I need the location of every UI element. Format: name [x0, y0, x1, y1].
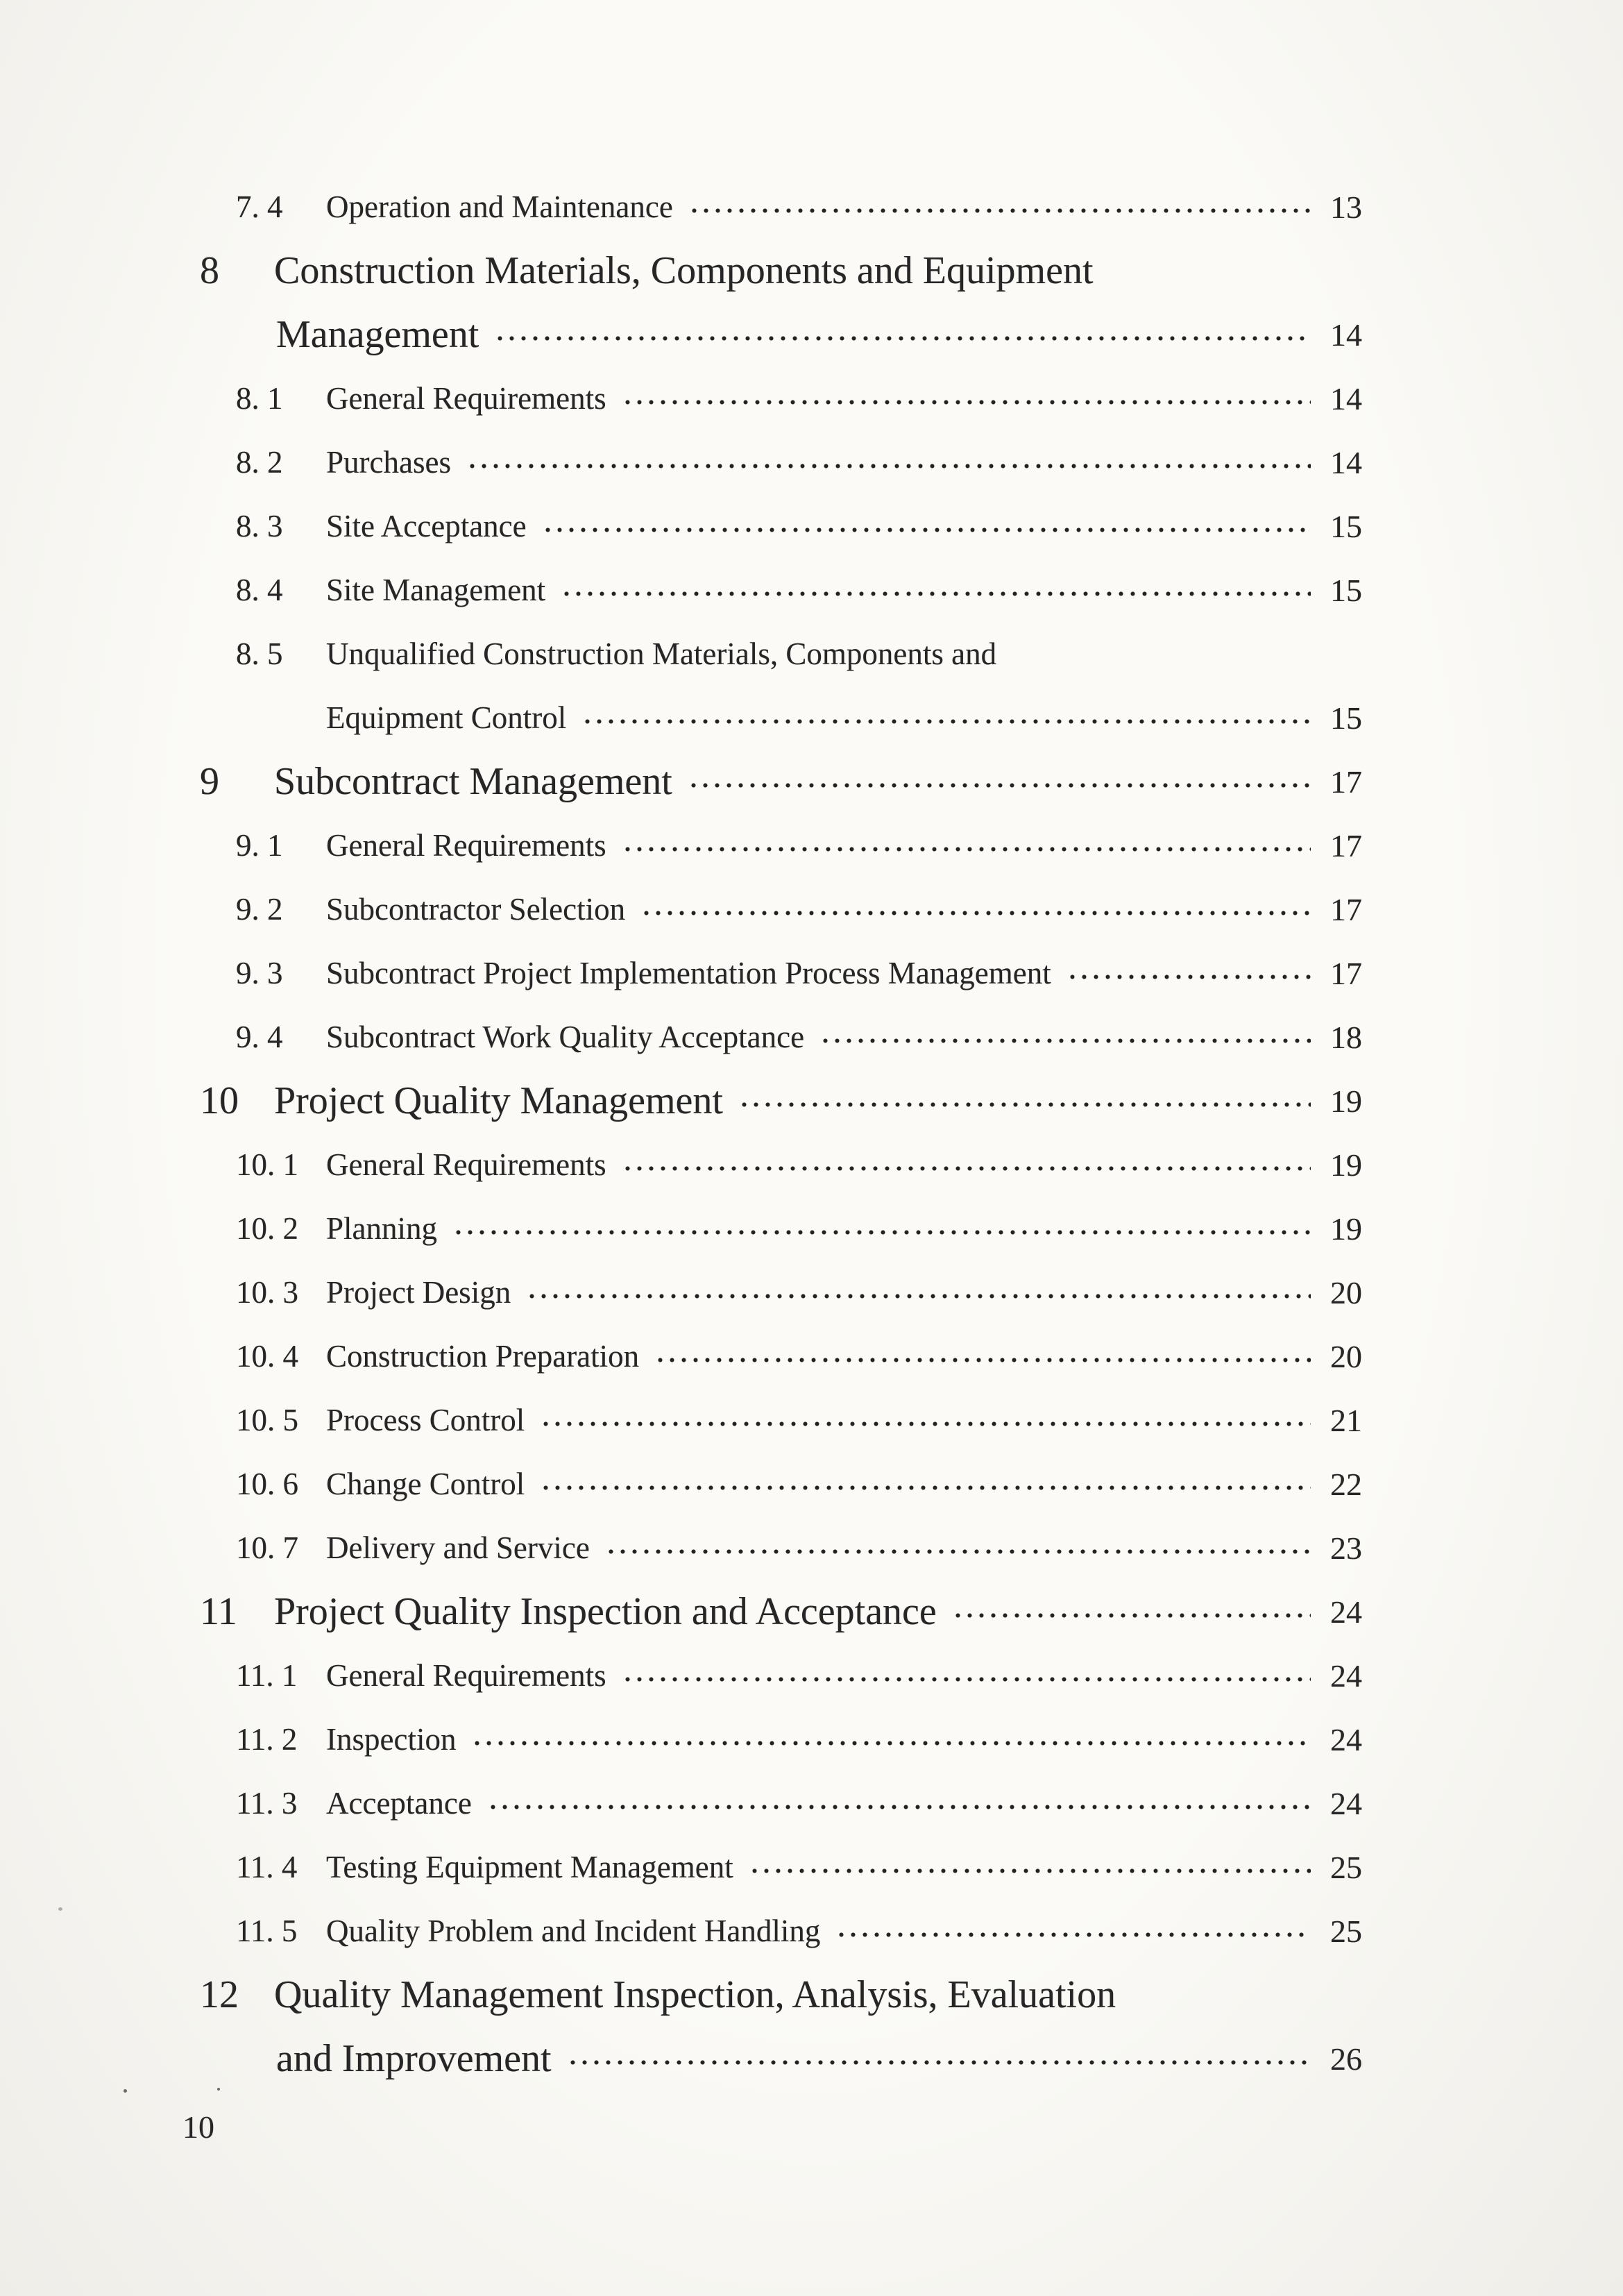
toc-entry	[0, 1452, 1623, 1516]
toc-entry-page: 24	[1330, 1785, 1362, 1821]
dot-leader	[751, 1868, 1311, 1874]
toc-entry-page: 24	[1330, 1594, 1362, 1630]
toc-entry-number: 10. 5	[236, 1403, 298, 1437]
toc-entry-title: Unqualified Construction Materials, Components and	[326, 636, 997, 671]
dot-leader	[563, 591, 1311, 597]
dot-leader	[624, 846, 1311, 852]
toc-entry-number: 11. 2	[236, 1722, 298, 1757]
dot-leader	[955, 1612, 1311, 1619]
toc-entry-title: General Requirements	[326, 1147, 606, 1182]
dot-leader	[543, 1485, 1311, 1491]
toc-entry-title: General Requirements	[326, 828, 606, 863]
toc-entry-page: 23	[1330, 1530, 1362, 1566]
dot-leader	[608, 1548, 1311, 1555]
toc-entry	[0, 941, 1623, 1005]
dot-leader	[838, 1932, 1311, 1938]
scan-speck	[58, 1907, 62, 1911]
dot-leader	[469, 463, 1311, 469]
toc-entry-number: 10. 7	[236, 1530, 298, 1565]
toc-entry-page: 18	[1330, 1019, 1362, 1055]
dot-leader	[690, 782, 1311, 788]
toc-entry	[0, 494, 1623, 558]
toc-entry-title: Purchases	[326, 445, 451, 480]
toc-entry-number: 9. 2	[236, 892, 283, 927]
toc-entry-page: 20	[1330, 1338, 1362, 1374]
toc-entry-number: 9. 3	[236, 956, 283, 990]
toc-entry-number: 10. 3	[236, 1275, 298, 1310]
toc-entry	[0, 1899, 1623, 1963]
toc-entry	[0, 750, 1623, 813]
toc-entry-number: 10. 4	[236, 1339, 298, 1374]
toc-entry-number: 8. 4	[236, 573, 283, 607]
dot-leader	[474, 1740, 1311, 1746]
page-number-footer: 10	[182, 2109, 214, 2145]
toc-entry-title: Subcontract Project Implementation Process Management	[326, 956, 1051, 990]
toc-entry-number: 9. 4	[236, 1020, 283, 1054]
toc-entry-number: 11	[200, 1590, 237, 1633]
toc-entry-page: 19	[1330, 1083, 1362, 1119]
dot-leader	[570, 2059, 1311, 2066]
toc-entry-page: 14	[1330, 316, 1362, 353]
toc-entry-title: Operation and Maintenance	[326, 189, 673, 224]
toc-entry-continuation	[0, 2027, 1623, 2091]
toc-entry	[0, 1963, 1623, 2027]
dot-leader	[624, 1676, 1311, 1682]
toc-entry-page: 15	[1330, 572, 1362, 608]
toc-entry-title: Quality Problem and Incident Handling	[326, 1914, 821, 1948]
toc-entry	[0, 175, 1623, 239]
dot-leader	[691, 208, 1311, 214]
scan-speck	[124, 2089, 127, 2093]
toc-entry	[0, 1516, 1623, 1580]
toc-entry-number: 9	[200, 760, 219, 803]
toc-entry-number: 11. 3	[236, 1786, 298, 1821]
toc-entry-continuation	[0, 686, 1623, 750]
toc-entry	[0, 430, 1623, 494]
toc-entry-page: 14	[1330, 444, 1362, 480]
toc-entry-title: Construction Preparation	[326, 1339, 640, 1374]
toc-entry-page: 17	[1330, 763, 1362, 800]
toc-entry-title: Site Management	[326, 573, 546, 607]
toc-entry-page: 25	[1330, 1913, 1362, 1949]
toc-entry-title: General Requirements	[326, 1658, 606, 1693]
toc-entry-page: 19	[1330, 1210, 1362, 1247]
toc-entry-title: Process Control	[326, 1403, 525, 1437]
dot-leader	[529, 1293, 1311, 1299]
toc-entry-title: Project Design	[326, 1275, 511, 1310]
toc-entry-number: 9. 1	[236, 828, 283, 863]
toc-entry-number: 11. 4	[236, 1850, 298, 1884]
toc-entry-number: 8	[200, 249, 219, 292]
toc-entry-page: 15	[1330, 700, 1362, 736]
toc-entry	[0, 366, 1623, 430]
toc-entry-number: 10. 1	[236, 1147, 298, 1182]
toc-entry	[0, 1197, 1623, 1260]
toc-entry-number: 11. 1	[236, 1658, 298, 1693]
toc-entry-page: 26	[1330, 2041, 1362, 2077]
dot-leader	[822, 1038, 1311, 1044]
dot-leader	[543, 1421, 1311, 1427]
toc-entry	[0, 1324, 1623, 1388]
toc-entry	[0, 1644, 1623, 1707]
toc-entry-page: 25	[1330, 1849, 1362, 1885]
toc-entry-number: 10. 6	[236, 1467, 298, 1501]
dot-leader	[624, 1165, 1311, 1172]
toc-entry	[0, 1580, 1623, 1644]
toc-entry-title: Planning	[326, 1211, 438, 1246]
toc-entry-page: 17	[1330, 955, 1362, 991]
toc-entry-title: Project Quality Management	[274, 1079, 723, 1122]
dot-leader	[490, 1804, 1311, 1810]
toc-entry-page: 17	[1330, 827, 1362, 863]
toc-entry	[0, 1260, 1623, 1324]
toc-entry-number: 8. 2	[236, 445, 283, 480]
toc-entry	[0, 1835, 1623, 1899]
dot-leader	[497, 335, 1311, 341]
toc-entry-title: Delivery and Service	[326, 1530, 590, 1565]
toc-entry-title: Inspection	[326, 1722, 457, 1757]
toc-entry	[0, 558, 1623, 622]
toc-entry-page: 24	[1330, 1657, 1362, 1694]
toc-entry-number: 8. 5	[236, 636, 283, 671]
toc-entry-page: 13	[1330, 189, 1362, 225]
toc-entry-number: 11. 5	[236, 1914, 298, 1948]
toc-entry-title: Subcontractor Selection	[326, 892, 626, 927]
toc-entry-title: Change Control	[326, 1467, 525, 1501]
toc-entry-title: and Improvement	[276, 2037, 552, 2080]
toc-entry	[0, 622, 1623, 686]
toc-entry-title: Subcontract Work Quality Acceptance	[326, 1020, 805, 1054]
toc-entry-title: Construction Materials, Components and Equipment	[274, 249, 1094, 292]
toc-entry	[0, 877, 1623, 941]
toc-entry	[0, 1388, 1623, 1452]
toc-entry-continuation	[0, 303, 1623, 366]
dot-leader	[1069, 974, 1311, 980]
toc-entry-page: 17	[1330, 891, 1362, 927]
toc-entry-page: 15	[1330, 508, 1362, 544]
toc-entry	[0, 1005, 1623, 1069]
toc-entry	[0, 1133, 1623, 1197]
toc-entry	[0, 1707, 1623, 1771]
toc-entry-title: Quality Management Inspection, Analysis, Evaluation	[274, 1973, 1116, 2016]
toc-entry-title: Testing Equipment Management	[326, 1850, 733, 1884]
toc-entry-page: 20	[1330, 1274, 1362, 1310]
dot-leader	[584, 718, 1311, 725]
toc-entry-number: 8. 1	[236, 381, 283, 416]
toc-entry	[0, 1771, 1623, 1835]
toc-entry-number: 8. 3	[236, 509, 283, 543]
toc-entry	[0, 813, 1623, 877]
toc-entry-title: General Requirements	[326, 381, 606, 416]
dot-leader	[624, 399, 1311, 405]
toc-entry-title: Site Acceptance	[326, 509, 527, 543]
dot-leader	[455, 1229, 1311, 1235]
toc-entry-title: Management	[276, 313, 479, 356]
dot-leader	[657, 1357, 1311, 1363]
toc-entry-number: 12	[200, 1973, 239, 2016]
toc-entry-title: Acceptance	[326, 1786, 472, 1821]
dot-leader	[741, 1101, 1311, 1108]
toc-entry-title: Equipment Control	[326, 700, 567, 735]
toc-entry-number: 7. 4	[236, 189, 283, 224]
toc-entry-number: 10	[200, 1079, 239, 1122]
toc-entry-title: Project Quality Inspection and Acceptance	[274, 1590, 937, 1633]
toc-entry	[0, 239, 1623, 303]
dot-leader	[643, 910, 1311, 916]
toc-entry-number: 10. 2	[236, 1211, 298, 1246]
toc-entry-page: 14	[1330, 380, 1362, 416]
toc-entry-page: 22	[1330, 1466, 1362, 1502]
scan-speck	[217, 2088, 220, 2091]
toc-entry-title: Subcontract Management	[274, 760, 672, 803]
toc-entry	[0, 1069, 1623, 1133]
toc-entry-page: 19	[1330, 1147, 1362, 1183]
toc-entry-page: 21	[1330, 1402, 1362, 1438]
dot-leader	[545, 527, 1311, 533]
toc-entry-page: 24	[1330, 1721, 1362, 1757]
